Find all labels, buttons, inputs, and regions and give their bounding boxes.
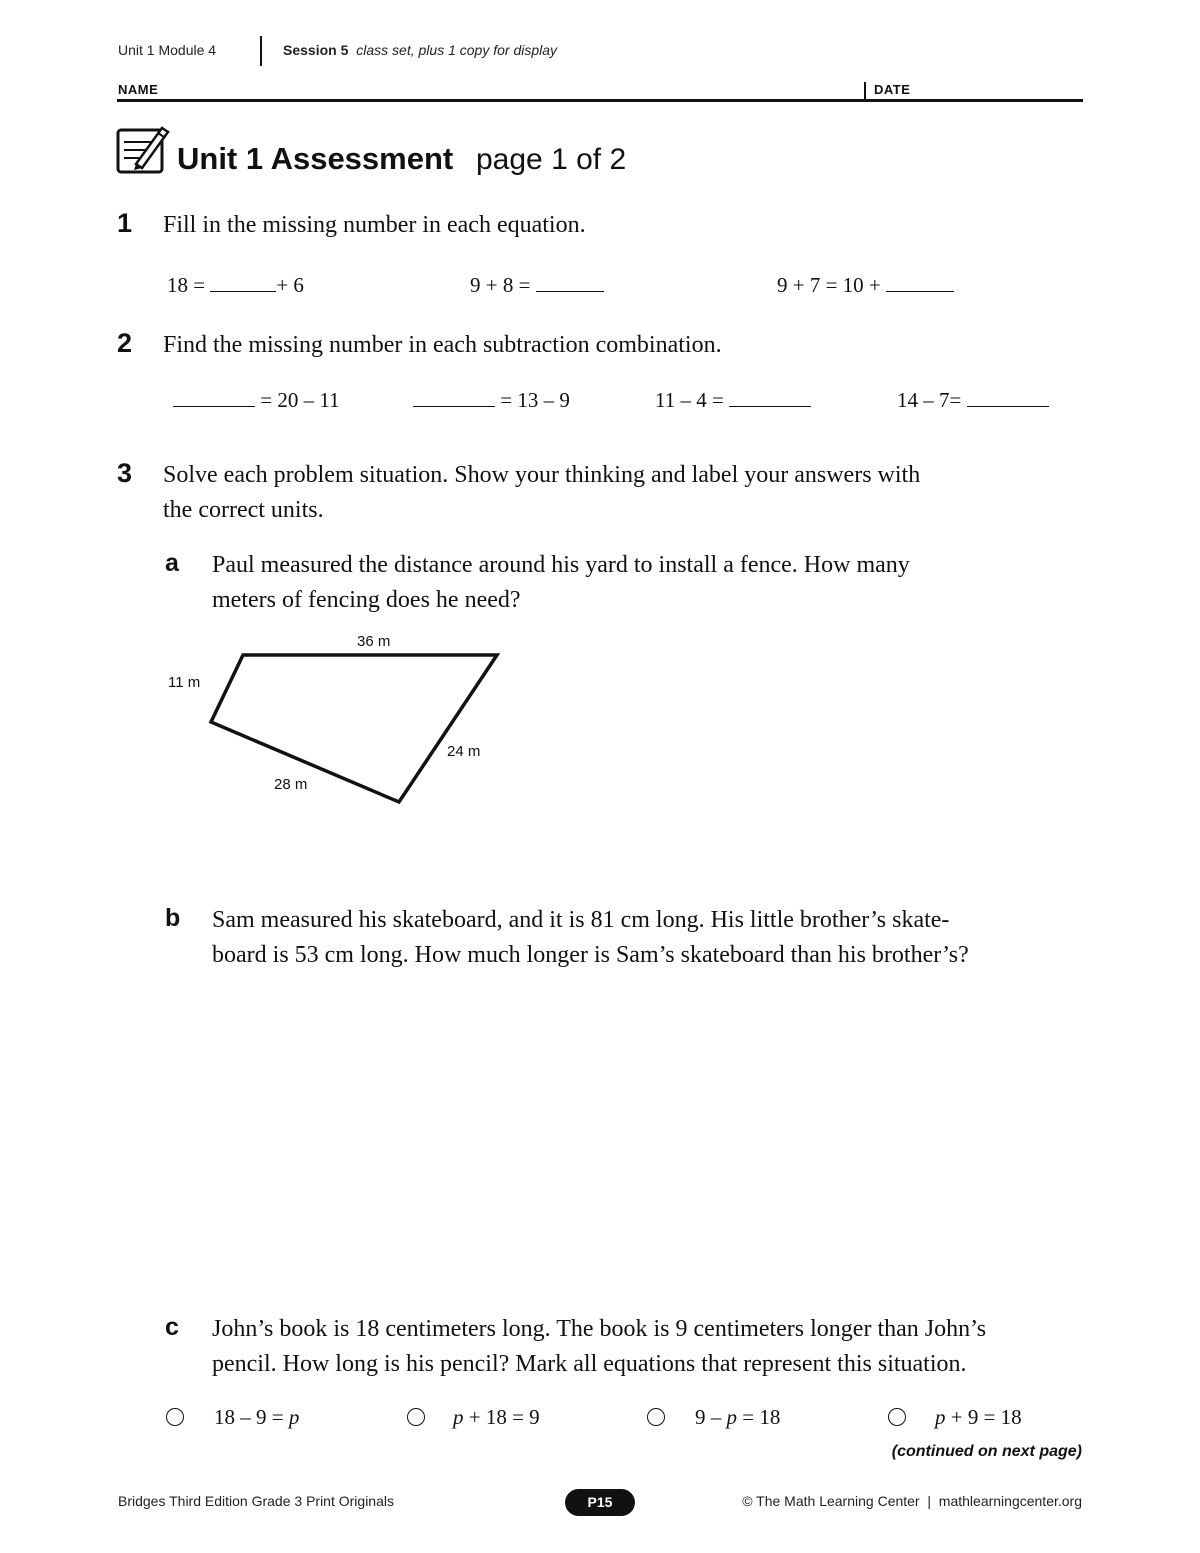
option-3-radio[interactable] [647, 1408, 665, 1426]
yard-shape [211, 655, 497, 802]
q3c-line-1: John’s book is 18 centimeters long. The book is 9 centimeters longer than John’s [212, 1316, 987, 1342]
q1-eq1-left: 18 = [167, 273, 206, 297]
unit-module-label: Unit 1 Module 4 [118, 42, 217, 58]
option-4-post: + 9 = 18 [945, 1405, 1022, 1429]
footer-right: © The Math Learning Center | mathlearningcenter.org [742, 1493, 1082, 1509]
q2-eq3-text: 11 – 4 = [655, 388, 724, 412]
q3c-line-2: pencil. How long is his pencil? Mark all equations that represent this situation. [212, 1351, 967, 1377]
option-3-label [695, 1405, 780, 1430]
side-label-left: 11 m [168, 674, 201, 691]
session-note: class set, plus 1 copy for display [356, 42, 558, 58]
side-label-top: 36 m [357, 633, 391, 650]
continued-note: (continued on next page) [891, 1443, 1082, 1460]
option-1-var: p [288, 1405, 300, 1429]
q3b-letter: b [165, 904, 181, 932]
option-4-var: p [935, 1405, 946, 1429]
page-subtitle: page 1 of 2 [476, 143, 627, 176]
option-2-var: p [453, 1405, 464, 1429]
q3b-line-1: Sam measured his skateboard, and it is 81 cm long. His little brother’s skate- [212, 907, 950, 933]
option-3-pre: 9 – [695, 1405, 727, 1429]
q1-eq1-right: + 6 [276, 273, 304, 297]
question-2-number: 2 [117, 328, 133, 358]
question-3-line-2: the correct units. [163, 497, 324, 523]
side-label-right: 24 m [447, 743, 481, 760]
footer-left: Bridges Third Edition Grade 3 Print Originals [118, 1493, 394, 1509]
q2-eq1-text: = 20 – 11 [260, 388, 340, 412]
question-3-line-1: Solve each problem situation. Show your thinking and label your answers with [163, 462, 921, 488]
question-3-number: 3 [117, 458, 133, 488]
option-2-label [453, 1405, 540, 1430]
q2-eq2-text: = 13 – 9 [500, 388, 570, 412]
q3a-letter: a [165, 549, 179, 577]
option-3-post: = 18 [737, 1405, 781, 1429]
page-title: Unit 1 Assessment [177, 141, 454, 176]
option-1-label [214, 1405, 299, 1430]
q1-eq3-text: 9 + 7 = 10 + [777, 273, 881, 297]
question-1-number: 1 [117, 208, 133, 238]
question-1-text: Fill in the missing number in each equation. [163, 212, 586, 238]
option-3-var: p [726, 1405, 737, 1429]
q3c-letter: c [165, 1313, 179, 1341]
q2-eq4-text: 14 – 7= [897, 388, 962, 412]
option-1-pre: 18 – 9 = [214, 1405, 289, 1429]
date-label: DATE [874, 82, 911, 97]
option-2-radio[interactable] [407, 1408, 425, 1426]
option-2-post: + 18 = 9 [463, 1405, 540, 1429]
option-1-radio[interactable] [166, 1408, 184, 1426]
option-4-label [935, 1405, 1022, 1430]
q3c-text [212, 1312, 986, 1382]
question-2-text: Find the missing number in each subtraction combination. [163, 332, 722, 358]
name-label: NAME [118, 82, 159, 97]
q3a-line-1: Paul measured the distance around his yard to install a fence. How many [212, 552, 910, 578]
option-4-radio[interactable] [888, 1408, 906, 1426]
q3b-text [212, 903, 969, 973]
side-label-bottom: 28 m [274, 776, 308, 793]
q1-eq2-text: 9 + 8 = [470, 273, 531, 297]
session-label: Session 5 [283, 42, 349, 58]
q3a-line-2: meters of fencing does he need? [212, 587, 521, 613]
q3b-line-2: board is 53 cm long. How much longer is Sam’s skateboard than his brother’s? [212, 942, 969, 968]
page-number-badge: P15 [565, 1489, 635, 1516]
